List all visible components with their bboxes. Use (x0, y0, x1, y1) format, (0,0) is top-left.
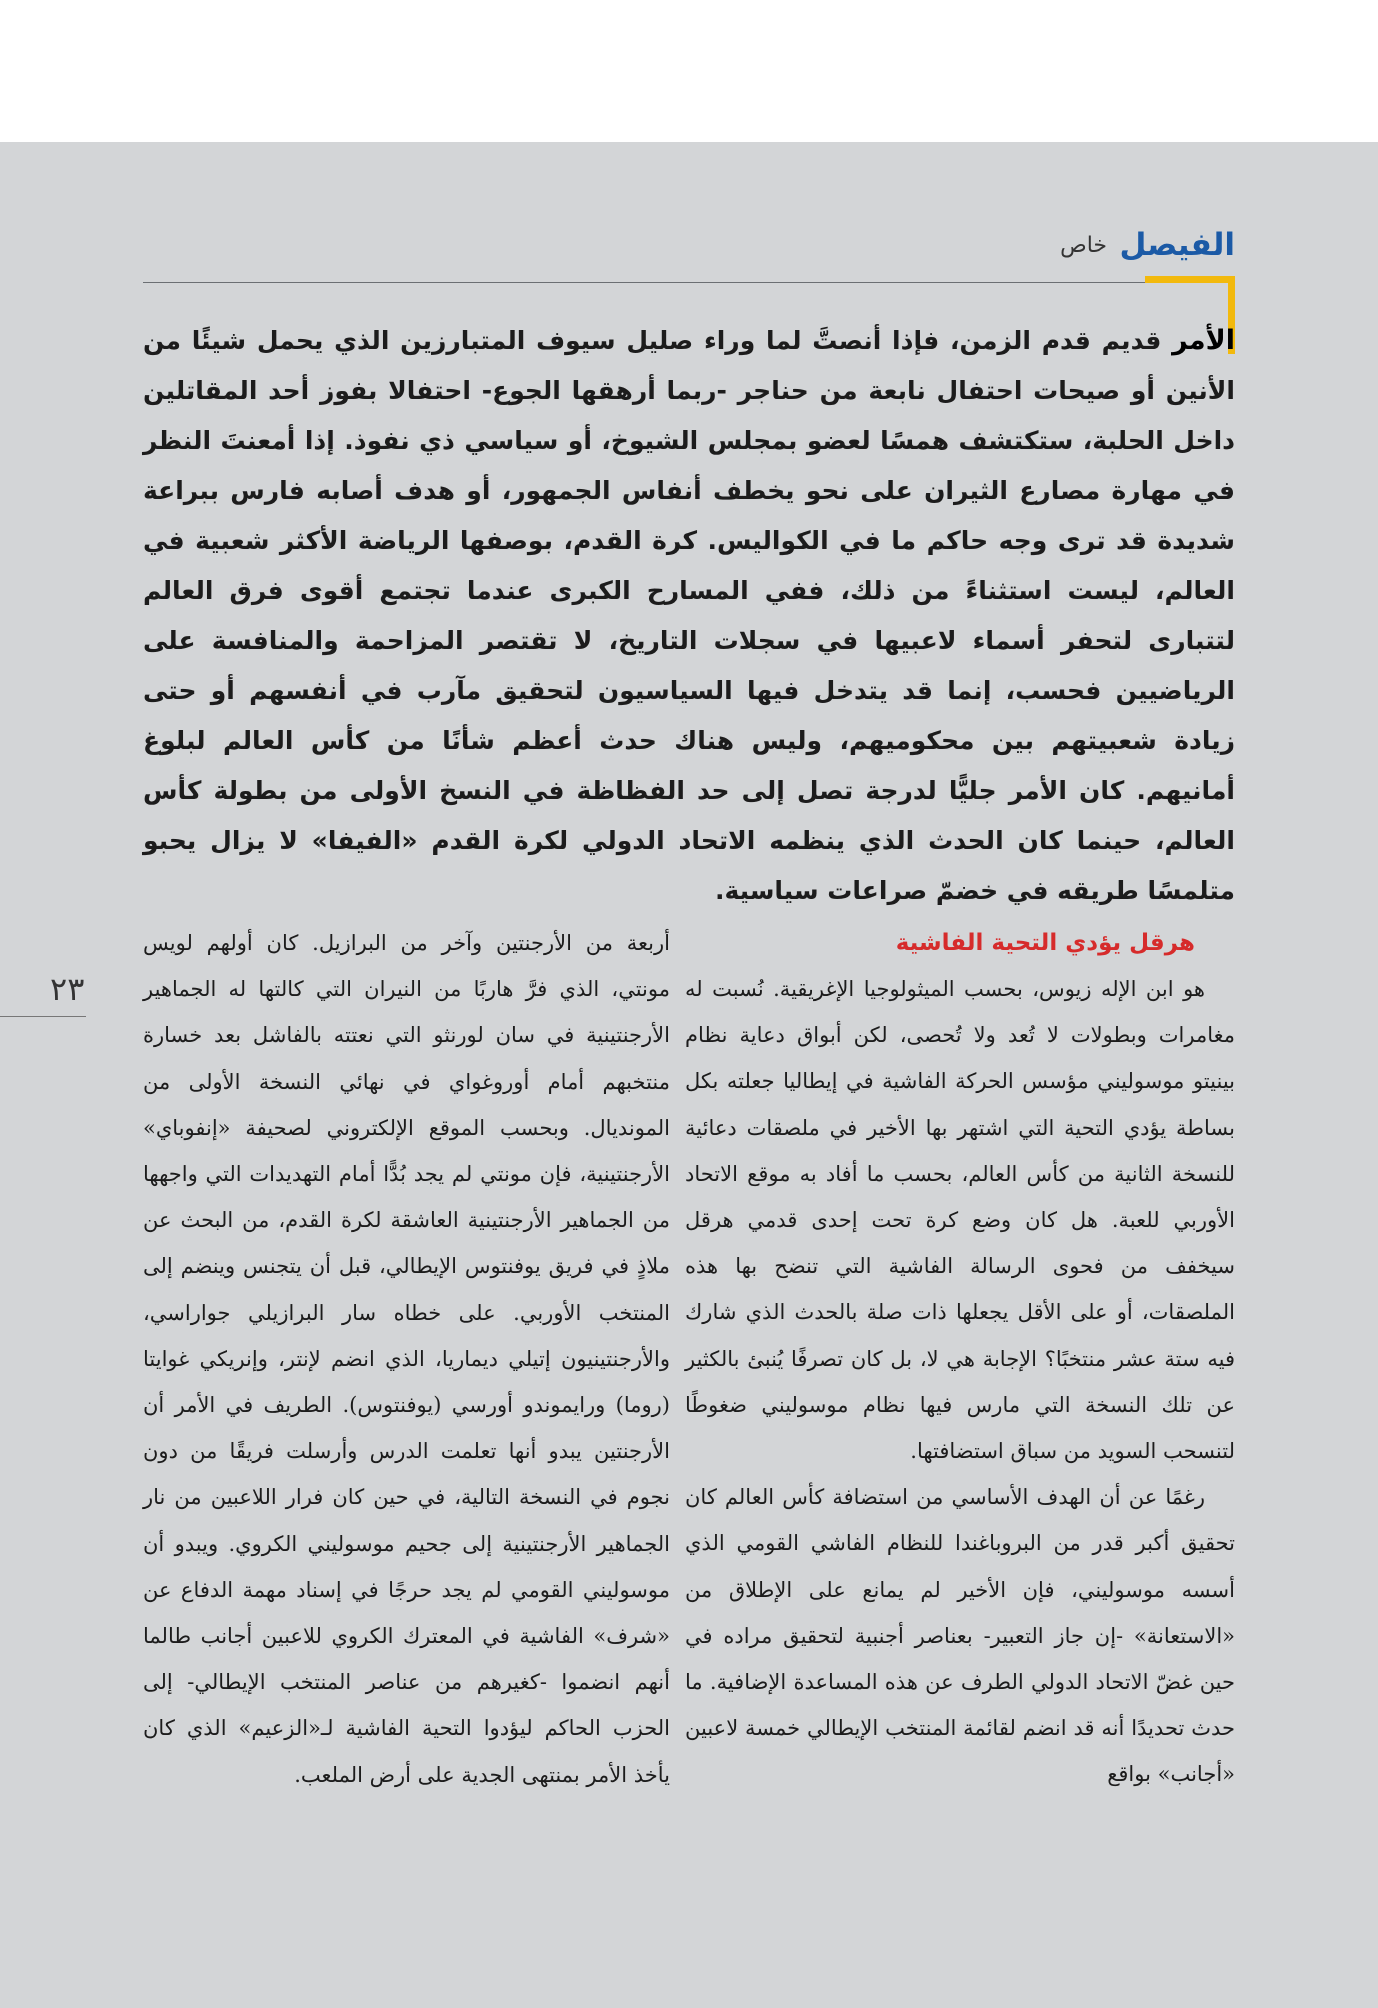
corner-accent-horizontal (1145, 276, 1235, 283)
lead-text: قديم قدم الزمن، فإذا أنصتَّ لما وراء صليل سيوف المتبارزين الذي يحمل شيئًا من الأنين أو صيحات احتفال نابعة من حناجر -ربما أرهقها الجوع- احتفالا بفوز أحد المقاتلين داخل الحلبة، ستكتشف همسًا لعضو بمجلس الشيوخ، أو سياسي ذي نفوذ. إذا أمعنتَ النظر في مهارة مصارع الثيران على نحو يخطف أنفاس الجمهور، أو هدف أصابه فارس ببراعة شديدة قد ترى وجه حاكم ما في الكواليس. كرة القدم، بوصفها الرياضة الأكثر شعبية في العالم، ليست استثناءً من ذلك، ففي المسارح الكبرى عندما تجتمع أقوى فرق العالم لتتبارى لتحفر أسماء لاعبيها في سجلات التاريخ، لا تقتصر المزاحمة والمنافسة على الرياضيين فحسب، إنما قد يتدخل فيها السياسيون لتحقيق مآرب في أنفسهم أو حتى زيادة شعبيتهم بين محكوميهم، وليس هناك حدث أعظم شأنًا من كأس العالم لبلوغ أمانيهم. كان الأمر جليًّا لدرجة تصل إلى حد الفظاظة في النسخ الأولى من بطولة كأس العالم، حينما كان الحدث الذي ينظمه الاتحاد الدولي لكرة القدم «الفيفا» لا يزال يحبو متلمسًا طريقه في خضمّ صراعات سياسية. (143, 326, 1235, 905)
header-divider (143, 282, 1235, 283)
article-column-left (143, 920, 670, 1798)
page-number: ٢٣ (50, 970, 85, 1008)
section-label: خاص (1060, 233, 1107, 258)
page-number-divider (0, 1016, 86, 1017)
lead-paragraph (143, 316, 1235, 916)
article-paragraph: أربعة من الأرجنتين وآخر من البرازيل. كان أولهم لويس مونتي، الذي فرَّ هاربًا من النيران التي كالتها له الجماهير الأرجنتينية في سان لورنثو التي نعتته بالفاشل بعد خسارة منتخبهم أمام أوروغواي في نهائي النسخة الأولى من المونديال. وبحسب الموقع الإلكتروني لصحيفة «إنفوباي» الأرجنتينية، فإن مونتي لم يجد بُدًّا أمام التهديدات التي واجهها من الجماهير الأرجنتينية العاشقة لكرة القدم، من البحث عن ملاذٍ في فريق يوفنتوس الإيطالي، قبل أن يتجنس وينضم إلى المنتخب الأوربي. على خطاه سار البرازيلي جواراسي، والأرجنتينيون إتيلي ديماريا، الذي انضم لإنتر، وإنريكي غوايتا (روما) ورايموندو أورسي (يوفنتوس). الطريف في الأمر أن الأرجنتين يبدو أنها تعلمت الدرس وأرسلت فريقًا من دون نجوم في النسخة التالية، في حين كان فرار اللاعبين من نار الجماهير الأرجنتينية إلى جحيم موسوليني الكروي. ويبدو أن موسوليني القومي لم يجد حرجًا في إسناد مهمة الدفاع عن «شرف» الفاشية في المعترك الكروي للاعبين أجانب طالما أنهم انضموا -كغيرهم من عناصر المنتخب الإيطالي- إلى الحزب الحاكم ليؤدوا التحية الفاشية لـ«الزعيم» الذي كان يأخذ الأمر بمنتهى الجدية على أرض الملعب. (143, 931, 670, 1787)
magazine-logo: الفيصل (1119, 227, 1235, 263)
lead-first-word: الأمر (1172, 325, 1235, 356)
magazine-header (143, 222, 1235, 272)
article-subheading: هرقل يؤدي التحية الفاشية (895, 930, 1195, 956)
article-paragraph: رغمًا عن أن الهدف الأساسي من استضافة كأس العالم كان تحقيق أكبر قدر من البروباغندا للنظام الفاشي القومي الذي أسسه موسوليني، فإن الأخير لم يمانع على الإطلاق من «الاستعانة» -إن جاز التعبير- بعناصر أجنبية لتحقيق مراده في حين غضّ الاتحاد الدولي الطرف عن هذه المساعدة الإضافية. ما حدث تحديدًا أنه قد انضم لقائمة المنتخب الإيطالي خمسة لاعبين «أجانب» بواقع (685, 1485, 1235, 1787)
article-paragraph: هو ابن الإله زيوس، بحسب الميثولوجيا الإغريقية. نُسبت له مغامرات وبطولات لا تُعد ولا تُحصى، لكن أبواق دعاية نظام بينيتو موسوليني مؤسس الحركة الفاشية في إيطاليا جعلته بكل بساطة يؤدي التحية التي اشتهر بها الأخير في ملصقات دعائية للنسخة الثانية من كأس العالم، بحسب ما أفاد به موقع الاتحاد الأوربي للعبة. هل كان وضع كرة تحت إحدى قدمي هرقل سيخفف من فحوى الرسالة الفاشية التي تنضح بها هذه الملصقات، أو على الأقل يجعلها ذات صلة بالحدث الذي شارك فيه ستة عشر منتخبًا؟ الإجابة هي لا، بل كان تصرفًا يُنبئ بالكثير عن تلك النسخة التي مارس فيها نظام موسوليني ضغوطًا لتنسحب السويد من سباق استضافتها. (685, 977, 1235, 1464)
article-column-right (685, 920, 1235, 1798)
